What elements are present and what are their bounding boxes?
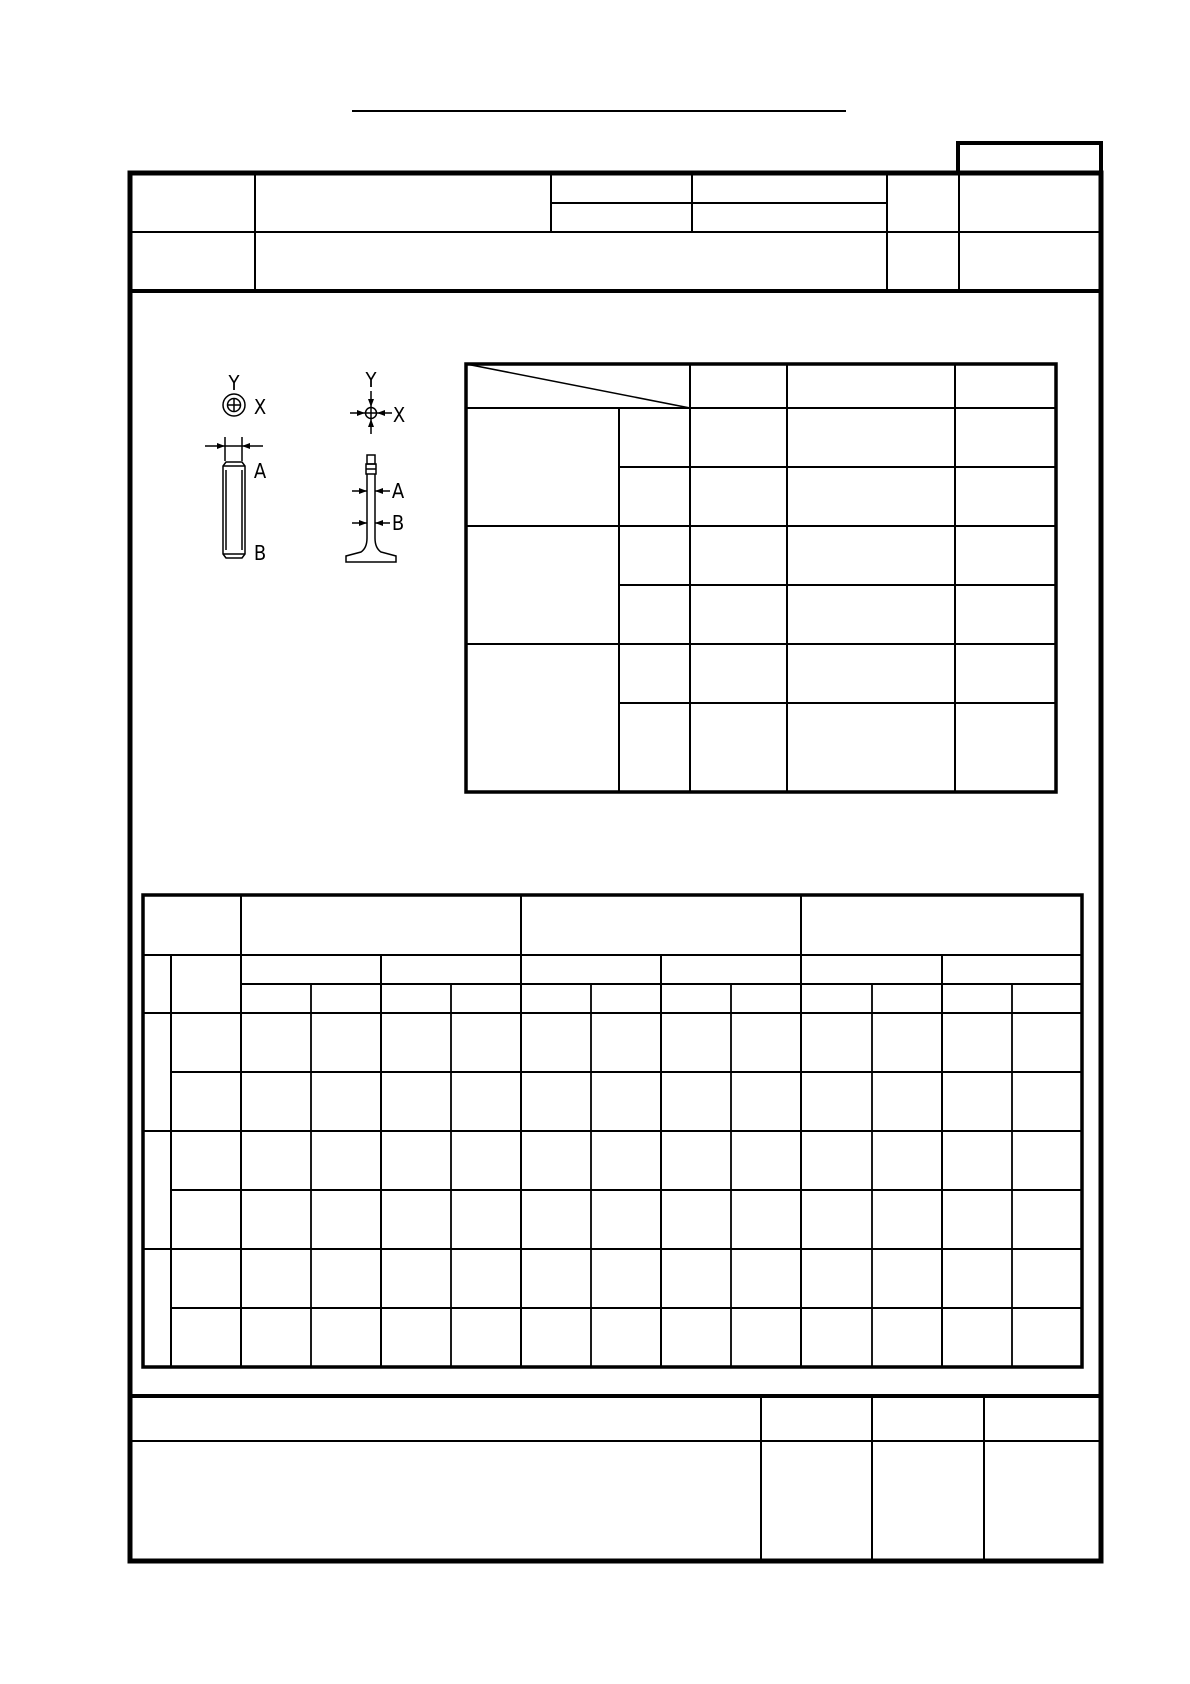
grid-table <box>143 895 1082 1367</box>
page-number-box <box>958 143 1101 173</box>
guide-label-a: A <box>253 459 267 483</box>
valve-label-x: X <box>392 403 406 427</box>
guide-label-y: Y <box>228 371 240 395</box>
header-block <box>130 173 1101 291</box>
guide-label-b: B <box>253 541 267 565</box>
footer-block <box>130 1396 1101 1561</box>
valve-label-b: B <box>391 511 405 535</box>
guide-label-x: X <box>253 395 267 419</box>
measurement-table <box>466 364 1056 792</box>
valve-label-a: A <box>391 479 405 503</box>
valve-label-y: Y <box>365 368 377 392</box>
valve-diagram <box>346 391 396 562</box>
